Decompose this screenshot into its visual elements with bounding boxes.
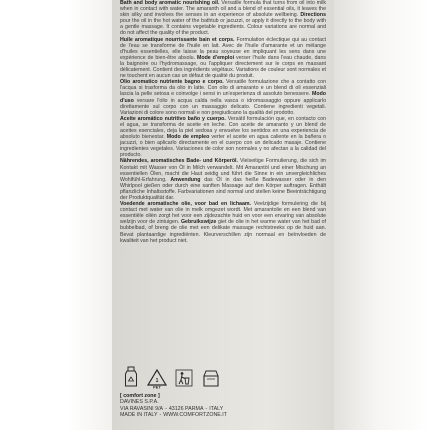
paragraph-english-intro: Bath and body aromatic nourishing oil. Versatile formula that turns from oil into milk when in contact with water. The amaranth oil and a blend of essential oils, it leaves the skin silky and involves the senses in an experience of absolute wellbeing. Directions pour the oil in the hot water of the bathtub or jacuzzi, or apply it directly to the body with a gentle massage. It contains vegetable ingredients. Colour variations are normal and do not affect the quality of the product. (120, 0, 326, 37)
heading-dutch: Voedende aromatische olie, voor bad en lichaam. (120, 201, 252, 208)
directions-german: Anwendung (170, 176, 201, 183)
paragraph-french: Huile aromatique nourrissante bain et corps. Formulation éclectique qui au contact de l'eau se transforme de l'huile en lait. Avec de l'huile d'amarante et un mélange d'huiles essentielles, elle laisse la peau soyeuse en impliquant les sens dans une expérience de bien-être absolu. Mode d'emploi verser l'huile dans l'eau chaude, dans la baignoire ou l'hydromassage, ou l'appliquer directement sur le corps en massant délicatement. Contient des ingrédients végétaux. Variations de couleur sont normales et ne touchent en aucun cas un défaut de qualité du produit. (120, 36, 326, 80)
made-in: MADE IN ITALY (120, 412, 158, 419)
directions-french: Mode d'emploi (197, 54, 235, 61)
company-info (120, 393, 326, 419)
background-right (334, 0, 430, 430)
svg-text:1: 1 (155, 378, 159, 384)
background-left (0, 0, 112, 430)
paragraph-dutch: Voedende aromatische olie, voor bad en lichaam. Veelzijdige formulering die bij contact met water van olie in melk omgezet wordt. Met amarantolie en een blend van essentiële oliën zorgt het voor een zijdezachte huid en voor een ervaring van absolute welzijn voor de zintuigen. Gebruikswijze giet de olie in het warme water van het bad of bubbelbad, of breng de olie met een delikate massage rechtstreeks op de huid aan. Bevat plantaardige ingrediënten. Kleurverschillen zijn normaal en beïnvloeden de kwaliteit van het product niet. (120, 201, 326, 244)
address-street: VIA RAVASINI 9/A (120, 405, 164, 412)
origin-and-website: MADE IN ITALY - WWW.COMFORTZONE.IT (120, 412, 227, 419)
bottle-recycle-icon (122, 366, 140, 388)
directions-italian: Modo d'uso (120, 91, 326, 104)
label-text (120, 0, 326, 244)
brand-name: [ comfort zone ] (120, 393, 160, 399)
company-address: VIA RAVASINI 9/A - 43126 PARMA - ITALY (120, 405, 224, 412)
website: WWW.COMFORTZONE.IT (163, 412, 227, 419)
heading-spanish: Aceite aromático nutritivo baño y cuerpo. (120, 115, 226, 122)
symbols-row (120, 364, 326, 390)
directions-spanish: Modo de empleo (166, 134, 210, 141)
company-name: DAVINES S.P.A. (120, 399, 159, 406)
svg-text:PET: PET (153, 384, 161, 389)
heading-french: Huile aromatique nourrissante bain et corps. (120, 36, 235, 43)
address-city: 43126 PARMA (168, 405, 204, 412)
address-country: ITALY (209, 405, 224, 412)
paragraph-german: Nährendes, aromatisches Bade- und Körperöl. Vielseitige Formulierung, die sich im Kontakt mit Wasser von Öl in Milch verwandelt. Mit Amarantöl und einer Mischung an essentiellen Ölen, macht die Haut seidig und führt die Sinne in ein unvergleichliches Wohlfühl-Erfahrung. Anwendung das Öl in das heiße Badewasser oder in den Whirlpool gießen oder durch eine sanften Massage auf den Körper auftragen. Enthält pflanzliche Inhaltsstoffe. Farbvariationen sind normal und stellen keine Beeinträchtigung der Produktqualität dar. (120, 158, 326, 201)
directions-dutch: Gebruikswijze (180, 219, 217, 226)
open-jar-pao-icon (200, 367, 222, 389)
directions-english: Directions (300, 12, 326, 19)
paragraph-spanish: Aceite aromático nutritivo baño y cuerpo. Versátil formulación que, en contacto con el agua, se transforma de aceite en leche. Con aceite de amaranto y un blend de aceites esenciales, deja la piel sedosa y envuelve los sentidos en una experiencia de absoluto bienestar. Modo de empleo verter el aceite en agua caliente en la bañera o jacuzzi, o bien aplicarlo directamente en el cuerpo con un delicado masaje. Contiene ingredientes vegetales. Variaciones de color son normales y no afectan a la calidad del producto. (120, 115, 327, 159)
pet-recycle-icon (146, 367, 168, 389)
heading-italian: Olio aromatico nutriente bagno e corpo. (120, 79, 224, 86)
tidyman-icon (174, 368, 194, 388)
heading-english: Bath and body aromatic nourishing oil. (120, 0, 220, 6)
heading-german: Nährendes, aromatisches Bade- und Körperöl. (120, 158, 238, 165)
paragraph-italian: Olio aromatico nutriente bagno e corpo. Versatile formulazione che a contatto con l'acqua si trasforma da olio in latte. Con olio di amaranto e un blend di oli essenziali lascia la pelle setosa e coinvolge i sensi in un'esperienza di assoluto benessere. Modo d'uso versare l'olio in acqua calda nella vasca o idromassaggio oppure applicarlo direttamente sul corpo con un massaggio delicato. Contiene ingredienti vegetali. Variazioni di colore sono normali e non pregiudicano la qualità del prodotto. (120, 79, 326, 116)
